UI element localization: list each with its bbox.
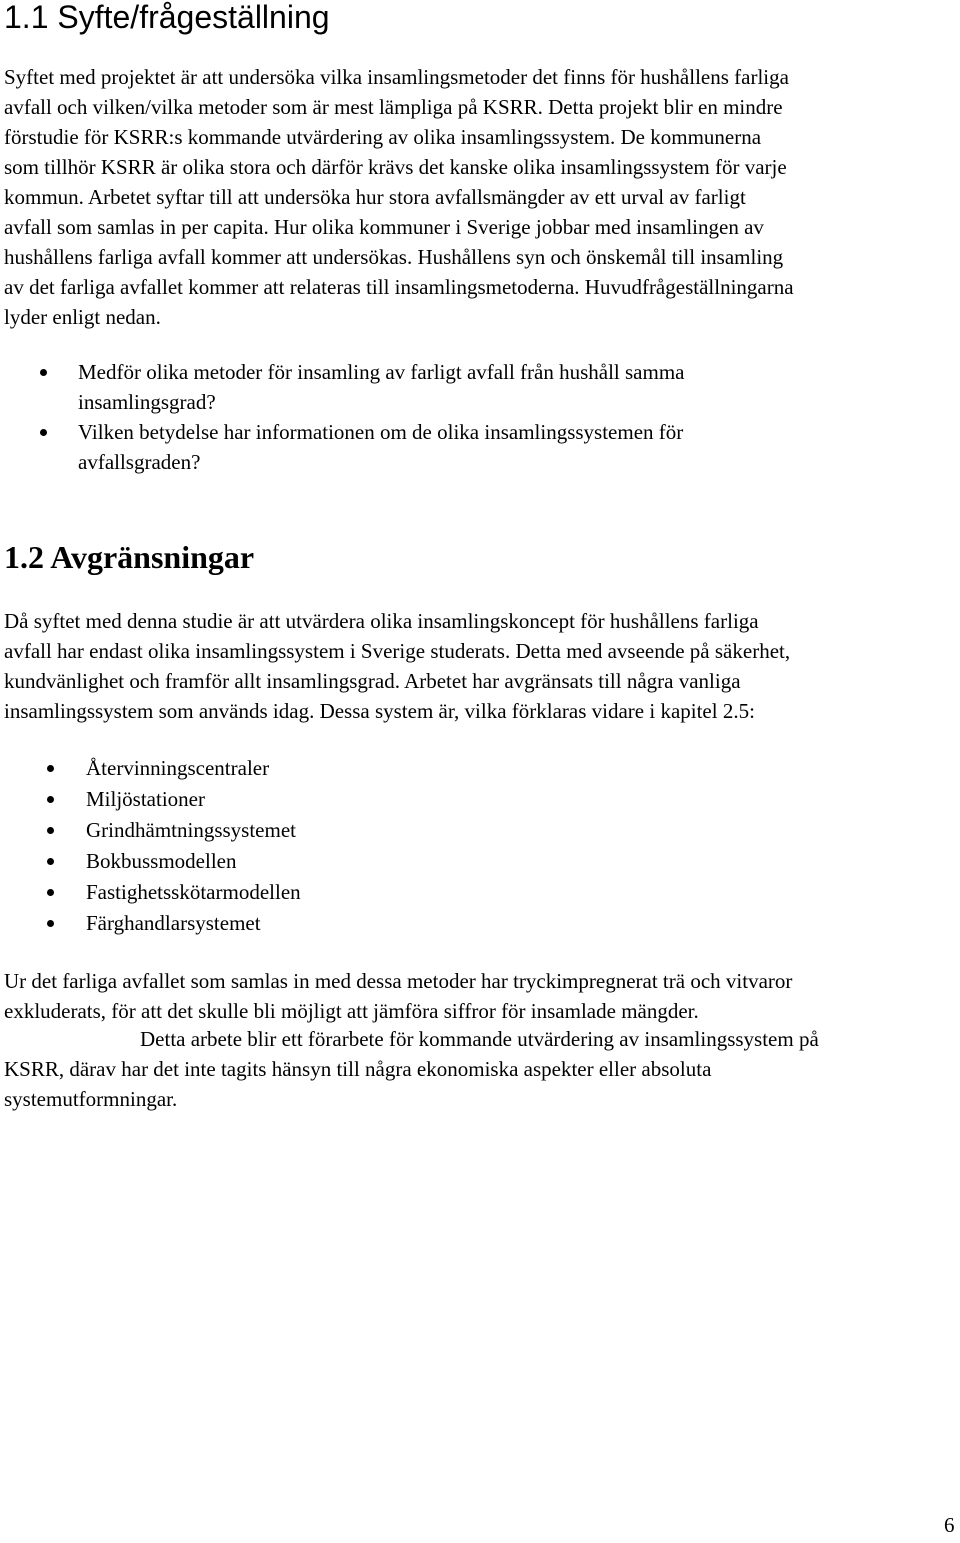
bullet-icon	[47, 920, 54, 927]
text-line: Syftet med projektet är att undersöka vilka insamlingsmetoder det finns för hushållens farliga	[4, 65, 789, 89]
text-line: KSRR, därav har det inte tagits hänsyn till några ekonomiska aspekter eller absoluta	[4, 1057, 712, 1081]
text-line: avfall och vilken/vilka metoder som är mest lämpliga på KSRR. Detta projekt blir en mindre	[4, 95, 783, 119]
text-line: avfall som samlas in per capita. Hur olika kommuner i Sverige jobbar med insamlingen av	[4, 215, 764, 239]
bullet-icon	[47, 858, 54, 865]
bullet-icon	[47, 796, 54, 803]
text-line: av det farliga avfallet kommer att relateras till insamlingsmetoderna. Huvudfrågeställningarna	[4, 275, 794, 299]
system-name: Fastighetsskötarmodellen	[86, 880, 301, 904]
text-line: kundvänlighet och framför allt insamlingsgrad. Arbetet har avgränsats till några vanliga	[4, 669, 741, 693]
list-item	[0, 846, 301, 877]
list-item	[0, 357, 684, 417]
system-name: Färghandlarsystemet	[86, 911, 261, 935]
bullet-icon	[47, 889, 54, 896]
text-line: Då syftet med denna studie är att utvärdera olika insamlingskoncept för hushållens farliga	[4, 609, 759, 633]
text-line: Vilken betydelse har informationen om de olika insamlingssystemen för	[78, 420, 684, 444]
paragraph-avgransningar	[4, 606, 960, 726]
bullet-icon	[40, 369, 47, 376]
list-item	[0, 877, 301, 908]
text-line: förstudie för KSRR:s kommande utvärdering av olika insamlingssystem. De kommunerna	[4, 125, 762, 149]
list-item	[0, 784, 301, 815]
system-name: Miljöstationer	[86, 787, 205, 811]
text-line: insamlingsgrad?	[78, 390, 216, 414]
text-line: Detta arbete blir ett förarbete för kommande utvärdering av insamlingssystem på	[140, 1027, 819, 1051]
section-heading-syfte: 1.1 Syfte/frågeställning	[4, 0, 330, 35]
question-list	[0, 357, 684, 477]
text-line: hushållens farliga avfall kommer att undersökas. Hushållens syn och önskemål till insamling	[4, 245, 784, 269]
text-line: insamlingssystem som används idag. Dessa system är, vilka förklaras vidare i kapitel 2.5:	[4, 699, 755, 723]
bullet-icon	[47, 765, 54, 772]
text-line: kommun. Arbetet syftar till att undersöka hur stora avfallsmängder av ett urval av farligt	[4, 185, 746, 209]
text-line: avfall har endast olika insamlingssystem i Sverige studerats. Detta med avseende på säkerhet,	[4, 639, 791, 663]
text-line: som tillhör KSRR är olika stora och därför krävs det kanske olika insamlingssystem för varje	[4, 155, 787, 179]
paragraph-syfte	[4, 62, 960, 332]
list-item	[0, 753, 301, 784]
text-line: exkluderats, för att det skulle bli möjligt att jämföra siffror för insamlade mängder.	[4, 999, 699, 1023]
text-line: Medför olika metoder för insamling av farligt avfall från hushåll samma	[78, 360, 685, 384]
page-number: 6	[944, 1513, 955, 1537]
list-item	[0, 908, 301, 939]
text-line: Ur det farliga avfallet som samlas in med dessa metoder har tryckimpregnerat trä och vitvaror	[4, 969, 793, 993]
bullet-icon	[47, 827, 54, 834]
paragraph-forarbete	[4, 1024, 960, 1114]
system-name: Grindhämtningssystemet	[86, 818, 296, 842]
text-line: lyder enligt nedan.	[4, 305, 161, 329]
text-line: systemutformningar.	[4, 1087, 178, 1111]
paragraph-exkluderat	[4, 966, 960, 1026]
system-list	[0, 753, 301, 939]
text-line: avfallsgraden?	[78, 450, 201, 474]
system-name: Återvinningscentraler	[86, 756, 270, 780]
list-item	[0, 417, 684, 477]
section-heading-avgransningar: 1.2 Avgränsningar	[4, 539, 255, 575]
system-name: Bokbussmodellen	[86, 849, 237, 873]
bullet-icon	[40, 429, 47, 436]
list-item	[0, 815, 301, 846]
